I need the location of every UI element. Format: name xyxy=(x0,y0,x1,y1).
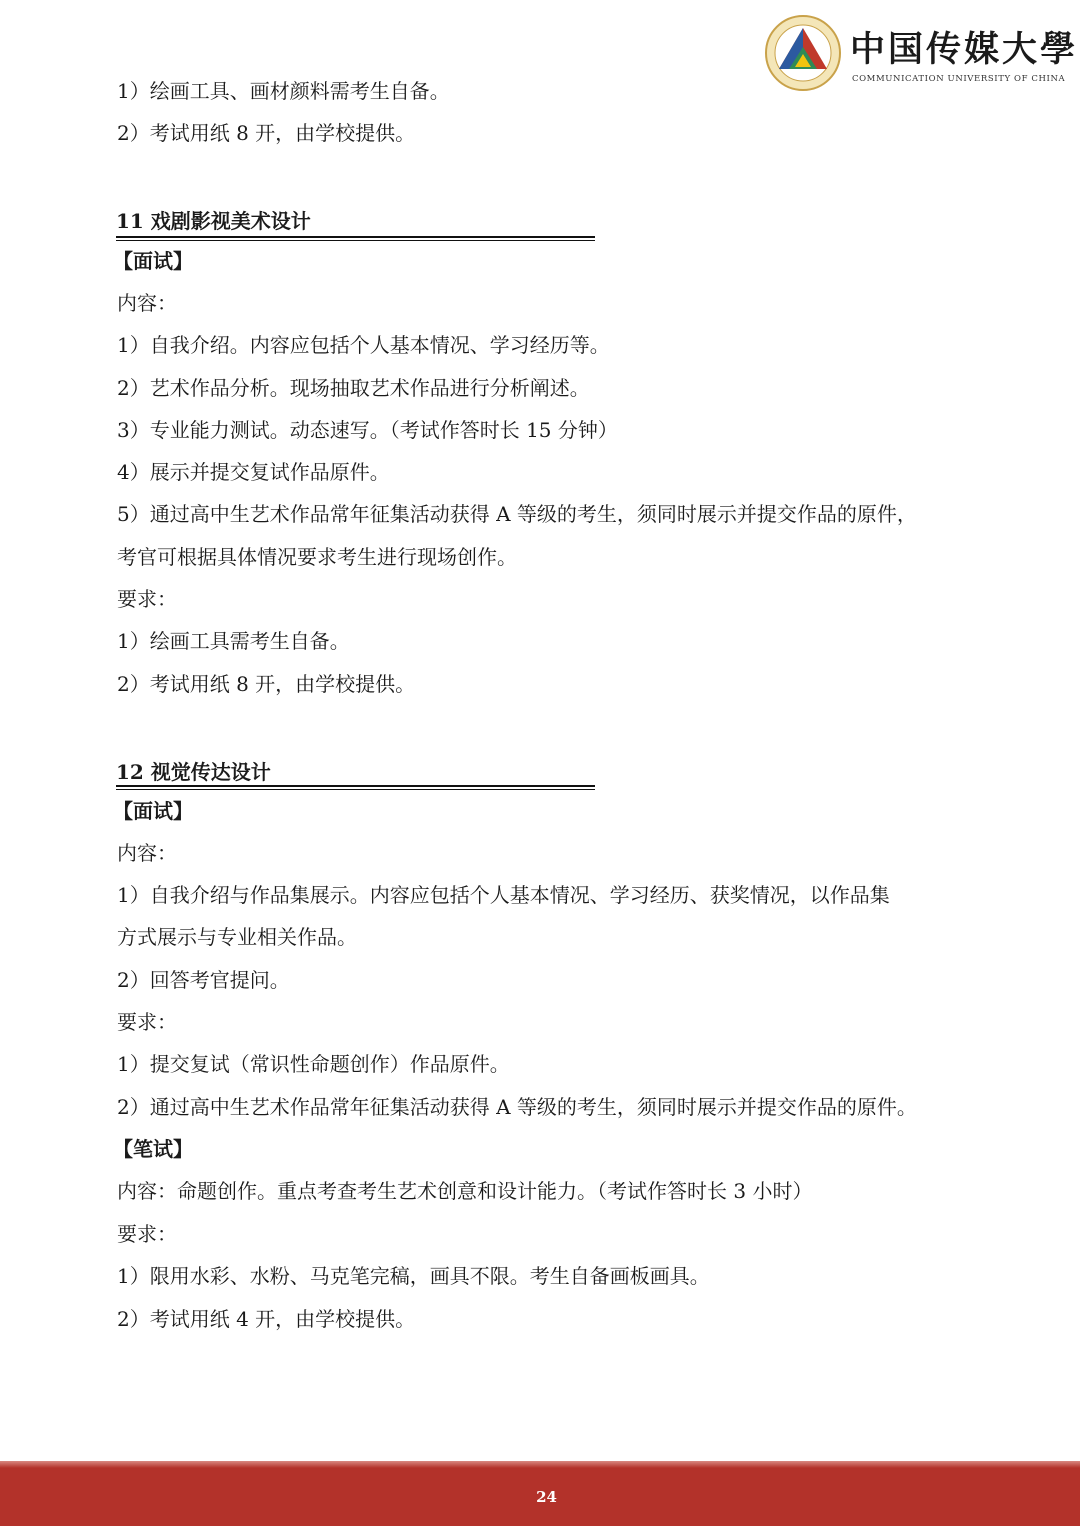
logo-chinese-text: 中国传媒大學 xyxy=(850,29,1079,70)
section-11-title: 11 戏剧影视美术设计 xyxy=(116,209,311,233)
section-11-req-label: 要求： xyxy=(117,587,177,611)
section-12-item-2: 2）回答考官提问。 xyxy=(117,968,290,992)
section-11-item-5-cont: 考官可根据具体情况要求考生进行现场创作。 xyxy=(117,545,517,569)
university-seal-icon xyxy=(764,14,842,92)
section-11-interview-label: 【面试】 xyxy=(113,249,193,273)
section-12-content-label: 内容： xyxy=(117,841,177,865)
section-12-title: 12 视觉传达设计 xyxy=(116,760,271,784)
section-12-written-label: 【笔试】 xyxy=(113,1137,193,1161)
page-number: 24 xyxy=(536,1488,557,1506)
section-12-written-content: 内容：命题创作。重点考查考生艺术创意和设计能力。（考试作答时长 3 小时） xyxy=(117,1179,813,1203)
section-11-content-label: 内容： xyxy=(117,291,177,315)
top-line-2: 2）考试用纸 8 开，由学校提供。 xyxy=(117,121,416,145)
section-12-req-1: 1）提交复试（常识性命题创作）作品原件。 xyxy=(117,1052,510,1076)
section-11-req-1: 1）绘画工具需考生自备。 xyxy=(117,629,350,653)
section-12-interview-label: 【面试】 xyxy=(113,799,193,823)
section-12-written-req-2: 2）考试用纸 4 开，由学校提供。 xyxy=(117,1307,416,1331)
section-12-req-label: 要求： xyxy=(117,1010,177,1034)
section-12-rule xyxy=(116,785,595,790)
footer-band-highlight xyxy=(0,1461,1080,1468)
section-12-written-req-label: 要求： xyxy=(117,1222,177,1246)
section-11-req-2: 2）考试用纸 8 开，由学校提供。 xyxy=(117,672,416,696)
section-11-item-3: 3）专业能力测试。动态速写。（考试作答时长 15 分钟） xyxy=(117,418,618,442)
section-12-item-1-cont: 方式展示与专业相关作品。 xyxy=(117,925,357,949)
university-logo xyxy=(764,14,1079,94)
section-11-item-1: 1）自我介绍。内容应包括个人基本情况、学习经历等。 xyxy=(117,333,610,357)
logo-english-text: COMMUNICATION UNIVERSITY OF CHINA xyxy=(852,74,1066,84)
section-11-item-4: 4）展示并提交复试作品原件。 xyxy=(117,460,390,484)
section-12-written-req-1: 1）限用水彩、水粉、马克笔完稿，画具不限。考生自备画板画具。 xyxy=(117,1264,710,1288)
section-12-item-1: 1）自我介绍与作品集展示。内容应包括个人基本情况、学习经历、获奖情况，以作品集 xyxy=(117,883,890,907)
section-12-req-2: 2）通过高中生艺术作品常年征集活动获得 A 等级的考生，须同时展示并提交作品的原件。 xyxy=(117,1095,917,1119)
section-11-item-2: 2）艺术作品分析。现场抽取艺术作品进行分析阐述。 xyxy=(117,376,590,400)
top-line-1: 1）绘画工具、画材颜料需考生自备。 xyxy=(117,79,450,103)
section-11-rule xyxy=(116,236,595,241)
section-11-item-5: 5）通过高中生艺术作品常年征集活动获得 A 等级的考生，须同时展示并提交作品的原件， xyxy=(117,502,917,526)
